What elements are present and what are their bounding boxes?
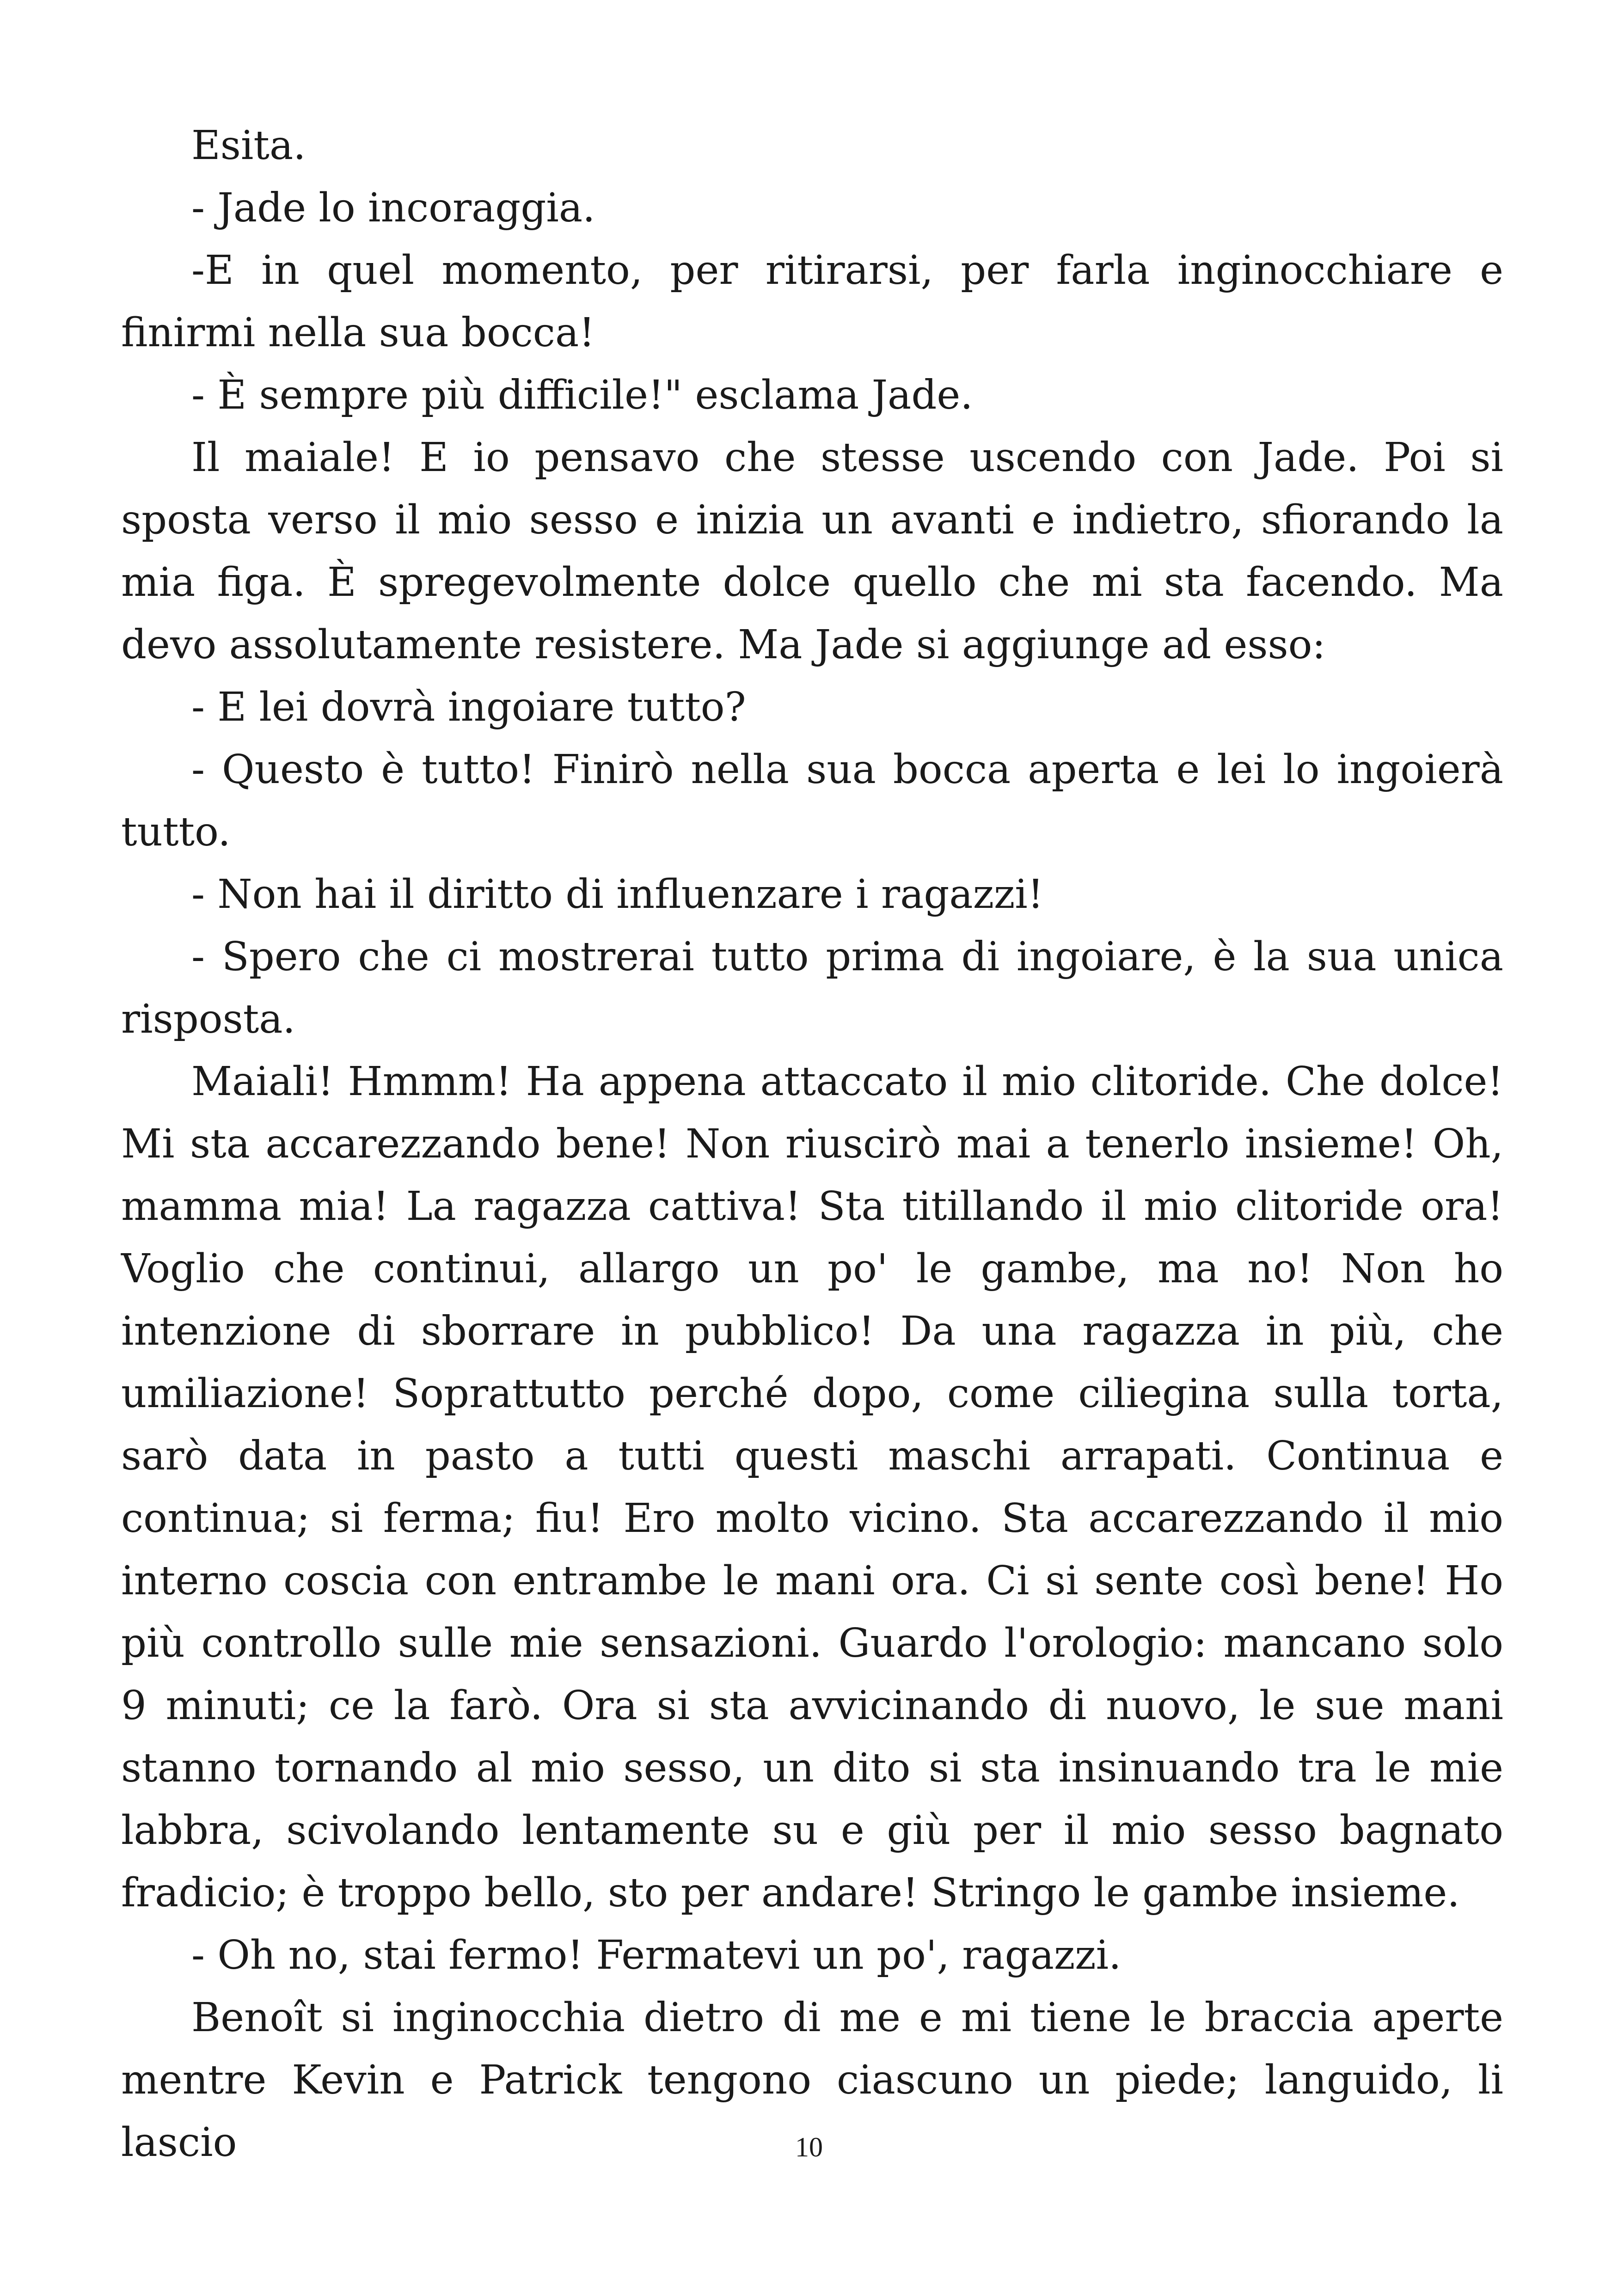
paragraph: - È sempre più difficile!" esclama Jade. bbox=[191, 372, 973, 418]
paragraph: - Questo è tutto! Finirò nella sua bocca aperta e lei lo ingoierà tutto. bbox=[121, 747, 1503, 855]
paragraph: - Spero che ci mostrerai tutto prima di ingoiare, è la sua unica risposta. bbox=[121, 934, 1503, 1042]
paragraph: - Non hai il diritto di influenzare i ragazzi! bbox=[191, 871, 1044, 918]
paragraph: Il maiale! E io pensavo che stesse uscendo con Jade. Poi si sposta verso il mio sesso e inizia un avanti e indietro, sfiorando la mia figa. È spregevolmente dolce quello che mi sta facendo. Ma devo assolutamente resistere. Ma Jade si aggiunge ad esso: bbox=[121, 435, 1503, 668]
paragraph: -E in quel momento, per ritirarsi, per farla inginocchiare e finirmi nella sua bocca! bbox=[121, 247, 1503, 356]
page-number: 10 bbox=[795, 2132, 823, 2162]
paragraph: Maiali! Hmmm! Ha appena attaccato il mio clitoride. Che dolce! Mi sta accarezzando bene! Non riuscirò mai a tenerlo insieme! Oh, mamma mia! La ragazza cattiva! Sta titillando il mio clitoride ora! Voglio che continui, allargo un po' le gambe, ma no! Non ho intenzione di sborrare in pubblico! Da una ragazza in più, che umiliazione! Soprattutto perché dopo, come ciliegina sulla torta, sarò data in pasto a tutti questi maschi arrapati. Continua e continua; si ferma; fiu! Ero molto vicino. Sta accarezzando il mio interno coscia con entrambe le mani ora. Ci si sente così bene! Ho più controllo sulle mie sensazioni. Guardo l'orologio: mancano solo 9 minuti; ce la farò. Ora si sta avvicinando di nuovo, le sue mani stanno tornando al mio sesso, un dito si sta insinuando tra le mie labbra, scivolando lentamente su e giù per il mio sesso bagnato fradicio; è troppo bello, sto per andare! Stringo le gambe insieme. bbox=[121, 1059, 1503, 1916]
paragraph: - Oh no, stai fermo! Fermatevi un po', ragazzi. bbox=[191, 1932, 1122, 1978]
paragraph: - E lei dovrà ingoiare tutto? bbox=[191, 684, 746, 730]
paragraph: - Jade lo incoraggia. bbox=[191, 185, 595, 231]
paragraph: Benoît si inginocchia dietro di me e mi tiene le braccia aperte mentre Kevin e Patrick tengono ciascuno un piede; languido, li lascio bbox=[121, 1995, 1503, 2166]
paragraph: Esita. bbox=[191, 122, 306, 169]
body-text bbox=[121, 115, 1503, 2174]
